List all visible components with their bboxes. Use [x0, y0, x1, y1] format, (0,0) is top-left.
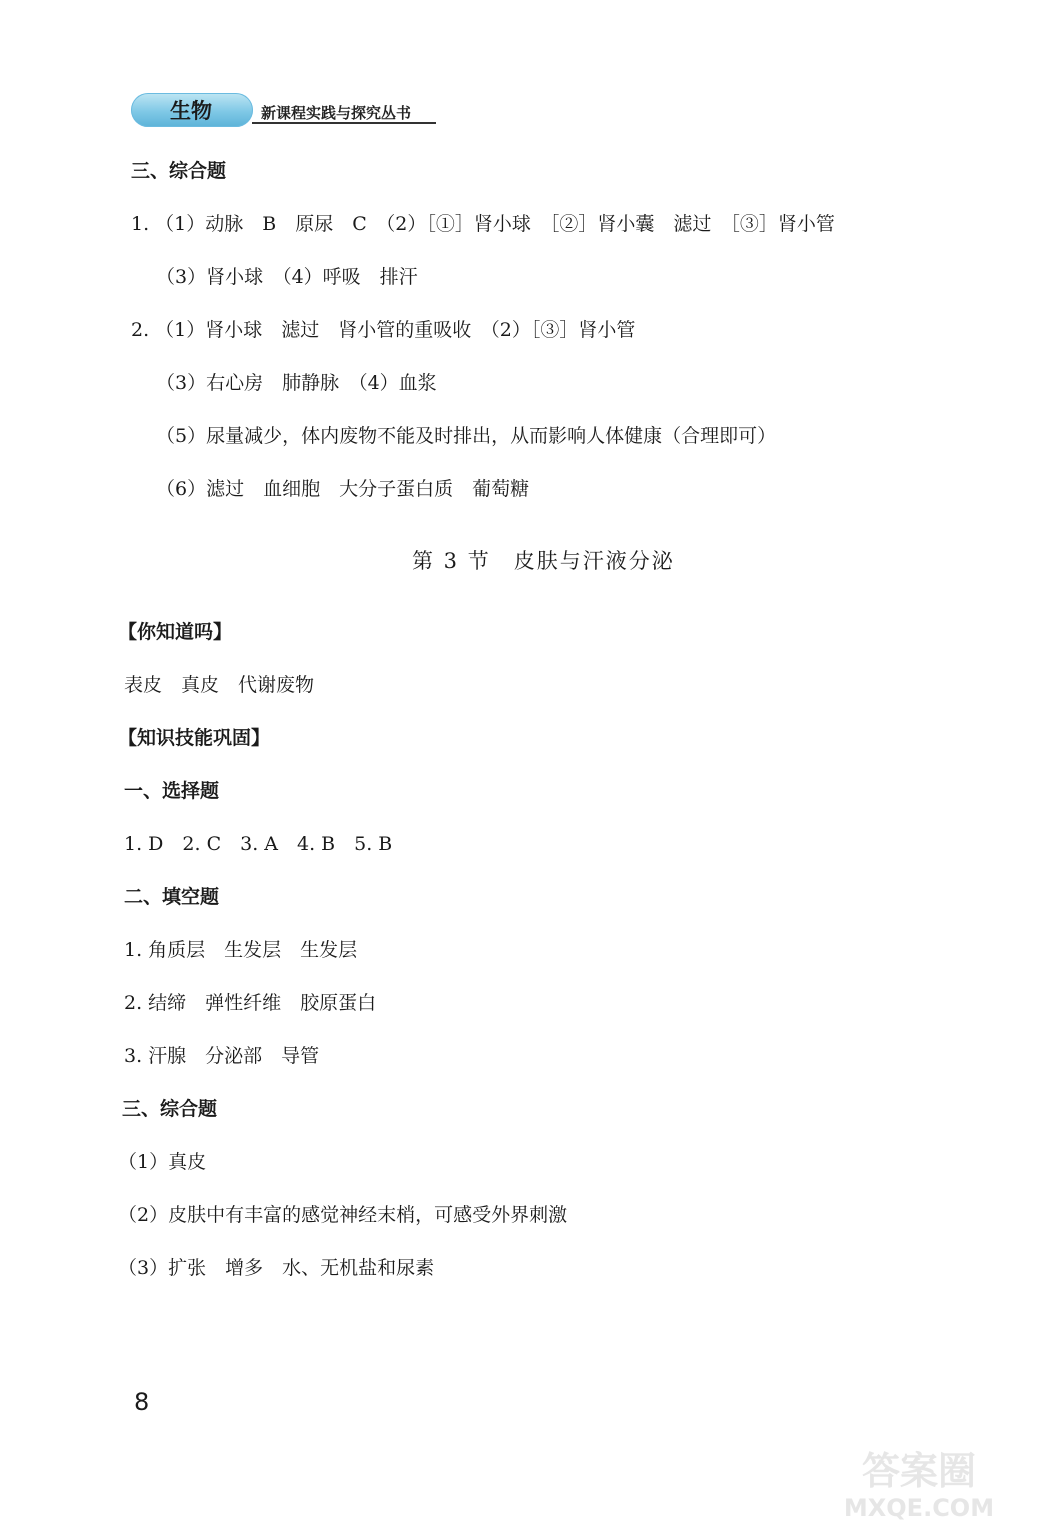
- know-answer: 表皮 真皮 代谢废物: [124, 674, 315, 696]
- watermark-url: MXQE.COM: [843, 1494, 995, 1522]
- answer-line-4: （3）右心房 肺静脉 （4）血浆: [156, 372, 437, 394]
- answer-line-1: 1. （1）动脉 B 原尿 C （2）［①］肾小球 ［②］肾小囊 滤过 ［③］肾小管: [131, 213, 835, 235]
- comprehensive-heading-1: 三、综合题: [131, 160, 227, 182]
- series-title: 新课程实践与探究丛书: [261, 104, 412, 122]
- fill-line-3: 3. 汗腺 分泌部 导管: [124, 1045, 320, 1067]
- fill-line-2: 2. 结缔 弹性纤维 胶原蛋白: [124, 992, 377, 1014]
- answer-line-2: （3）肾小球 （4）呼吸 排汗: [156, 266, 418, 288]
- answer-line-6: （6）滤过 血细胞 大分子蛋白质 葡萄糖: [156, 478, 530, 500]
- comp-line-2: （2）皮肤中有丰富的感觉神经末梢，可感受外界刺激: [118, 1204, 568, 1226]
- watermark-logo: [799, 1442, 1039, 1522]
- answer-line-3: 2. （1）肾小球 滤过 肾小管的重吸收 （2）［③］肾小管: [131, 319, 636, 341]
- watermark-title: 答案圈: [861, 1449, 977, 1493]
- comprehensive-heading-2: 三、综合题: [122, 1098, 218, 1120]
- section-title: 第 3 节 皮肤与汗液分泌: [412, 549, 675, 573]
- comp-line-1: （1）真皮: [118, 1151, 207, 1173]
- choice-answers: 1. D 2. C 3. A 4. B 5. B: [124, 833, 393, 855]
- fill-line-1: 1. 角质层 生发层 生发层: [124, 939, 358, 961]
- know-heading: 【你知道吗】: [118, 621, 233, 643]
- header-underline: [252, 122, 436, 124]
- choice-heading: 一、选择题: [124, 780, 220, 802]
- comp-line-3: （3）扩张 增多 水、无机盐和尿素: [118, 1257, 435, 1279]
- page-number: 8: [134, 1388, 150, 1416]
- fill-heading: 二、填空题: [124, 886, 220, 908]
- subject-label: 生物: [170, 99, 212, 123]
- answer-line-5: （5）尿量减少，体内废物不能及时排出，从而影响人体健康（合理即可）: [156, 425, 777, 447]
- consolidate-heading: 【知识技能巩固】: [118, 727, 271, 749]
